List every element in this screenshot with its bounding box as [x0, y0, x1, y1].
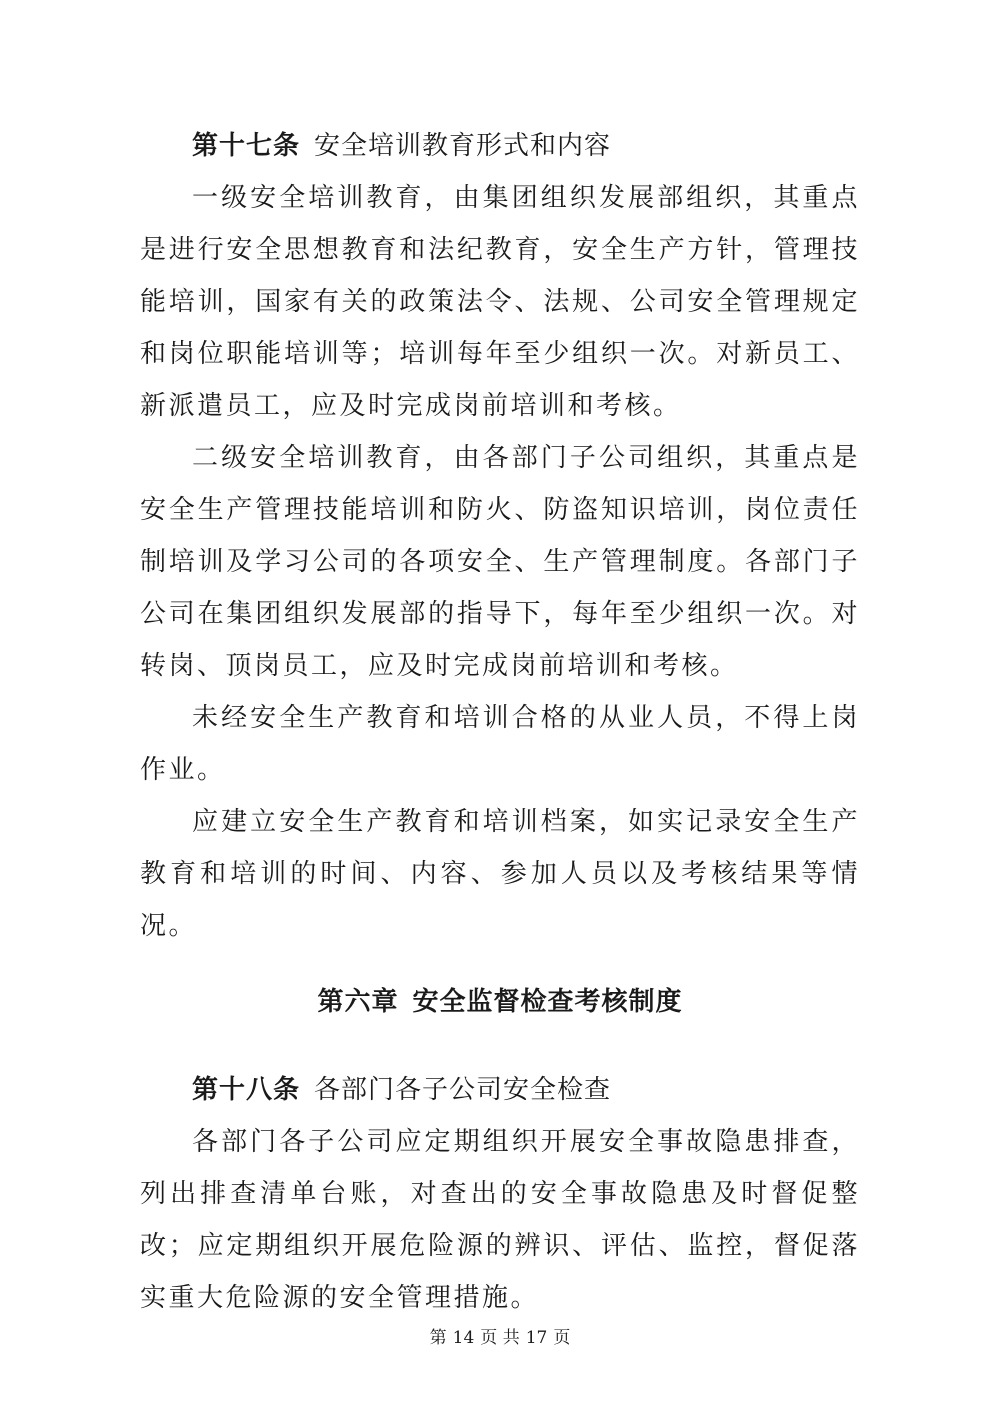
article-17-paragraph-4: 应建立安全生产教育和培训档案，如实记录安全生产教育和培训的时间、内容、参加人员以及考核结果等情况。 — [140, 807, 860, 941]
footer-middle: 页 共 — [480, 1328, 520, 1348]
article-18-paragraph-1: 各部门各子公司应定期组织开展安全事故隐患排查，列出排查清单台账，对查出的安全事故隐患及时督促整改；应定期组织开展危险源的辨识、评估、监控，督促落实重大危险源的安全管理措施。 — [140, 1127, 860, 1313]
article-18-heading — [140, 1064, 860, 1116]
chapter-6-number: 第六章 — [317, 987, 399, 1017]
chapter-6-title: 安全监督检查考核制度 — [412, 987, 683, 1017]
article-17-heading — [140, 120, 860, 172]
chapter-6-heading — [140, 976, 860, 1028]
footer-prefix: 第 — [429, 1328, 447, 1348]
article-17-paragraph-1: 一级安全培训教育，由集团组织发展部组织，其重点是进行安全思想教育和法纪教育，安全生产方针，管理技能培训，国家有关的政策法令、法规、公司安全管理规定和岗位职能培训等；培训每年至少组织一次。对新员工、新派遣员工，应及时完成岗前培训和考核。 — [140, 183, 860, 421]
footer-total-pages: 17 — [525, 1328, 548, 1348]
footer-page-number: 14 — [452, 1328, 475, 1348]
article-18-number: 第十八条 — [192, 1075, 301, 1105]
article-17-title: 安全培训教育形式和内容 — [314, 131, 612, 161]
footer-suffix: 页 — [553, 1328, 571, 1348]
document-body — [140, 120, 860, 1324]
article-17-paragraph-2: 二级安全培训教育，由各部门子公司组织，其重点是安全生产管理技能培训和防火、防盗知识培训，岗位责任制培训及学习公司的各项安全、生产管理制度。各部门子公司在集团组织发展部的指导下，每年至少组织一次。对转岗、顶岗员工，应及时完成岗前培训和考核。 — [140, 443, 860, 681]
article-17-paragraph-3: 未经安全生产教育和培训合格的从业人员，不得上岗作业。 — [140, 703, 860, 785]
article-18-title: 各部门各子公司安全检查 — [314, 1075, 612, 1105]
article-17-number: 第十七条 — [192, 131, 301, 161]
page-footer — [0, 1326, 1000, 1350]
